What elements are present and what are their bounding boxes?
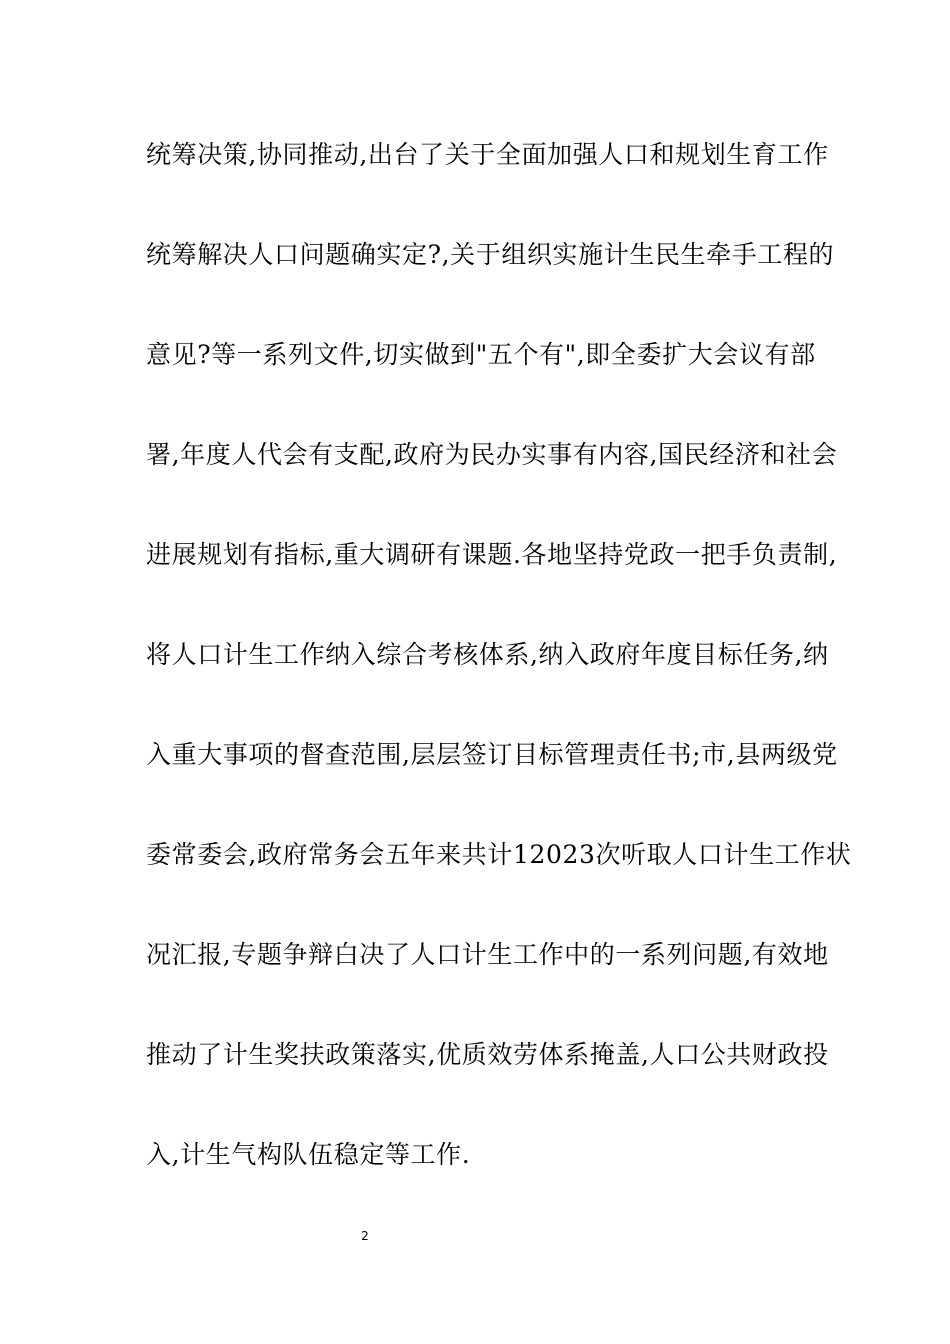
text-line-7: 入重大事项的督查范围,层层签订目标管理责任书;市,县两级党: [146, 740, 838, 769]
text-line-8: 委常委会,政府常务会五年来共计12023次听取人口计生工作状: [146, 840, 852, 869]
text-line-2: 统筹解决人口问题确实定?,关于组织实施计生民生牵手工程的: [146, 240, 835, 269]
text-line-11: 入,计生气构队伍稳定等工作.: [146, 1140, 471, 1169]
text-line-4: 署,年度人代会有支配,政府为民办实事有内容,国民经济和社会: [146, 440, 838, 469]
text-line-3: 意见?等一系列文件,切实做到"五个有",即全委扩大会议有部: [146, 340, 816, 369]
text-line-9: 况汇报,专题争辩白决了人口计生工作中的一系列问题,有效地: [146, 940, 829, 969]
body-paragraph: [146, 133, 852, 1233]
text-line-1: 统筹决策,协同推动,出台了关于全面加强人口和规划生育工作: [146, 140, 829, 169]
text-line-10: 推动了计生奖扶政策落实,优质效劳体系掩盖,人口公共财政投: [146, 1040, 829, 1069]
text-line-6: 将人口计生工作纳入综合考核体系,纳入政府年度目标任务,纳: [146, 640, 829, 669]
page-number: 2: [361, 1229, 369, 1243]
text-line-5: 进展规划有指标,重大调研有课题.各地坚持党政一把手负责制,: [146, 540, 838, 569]
